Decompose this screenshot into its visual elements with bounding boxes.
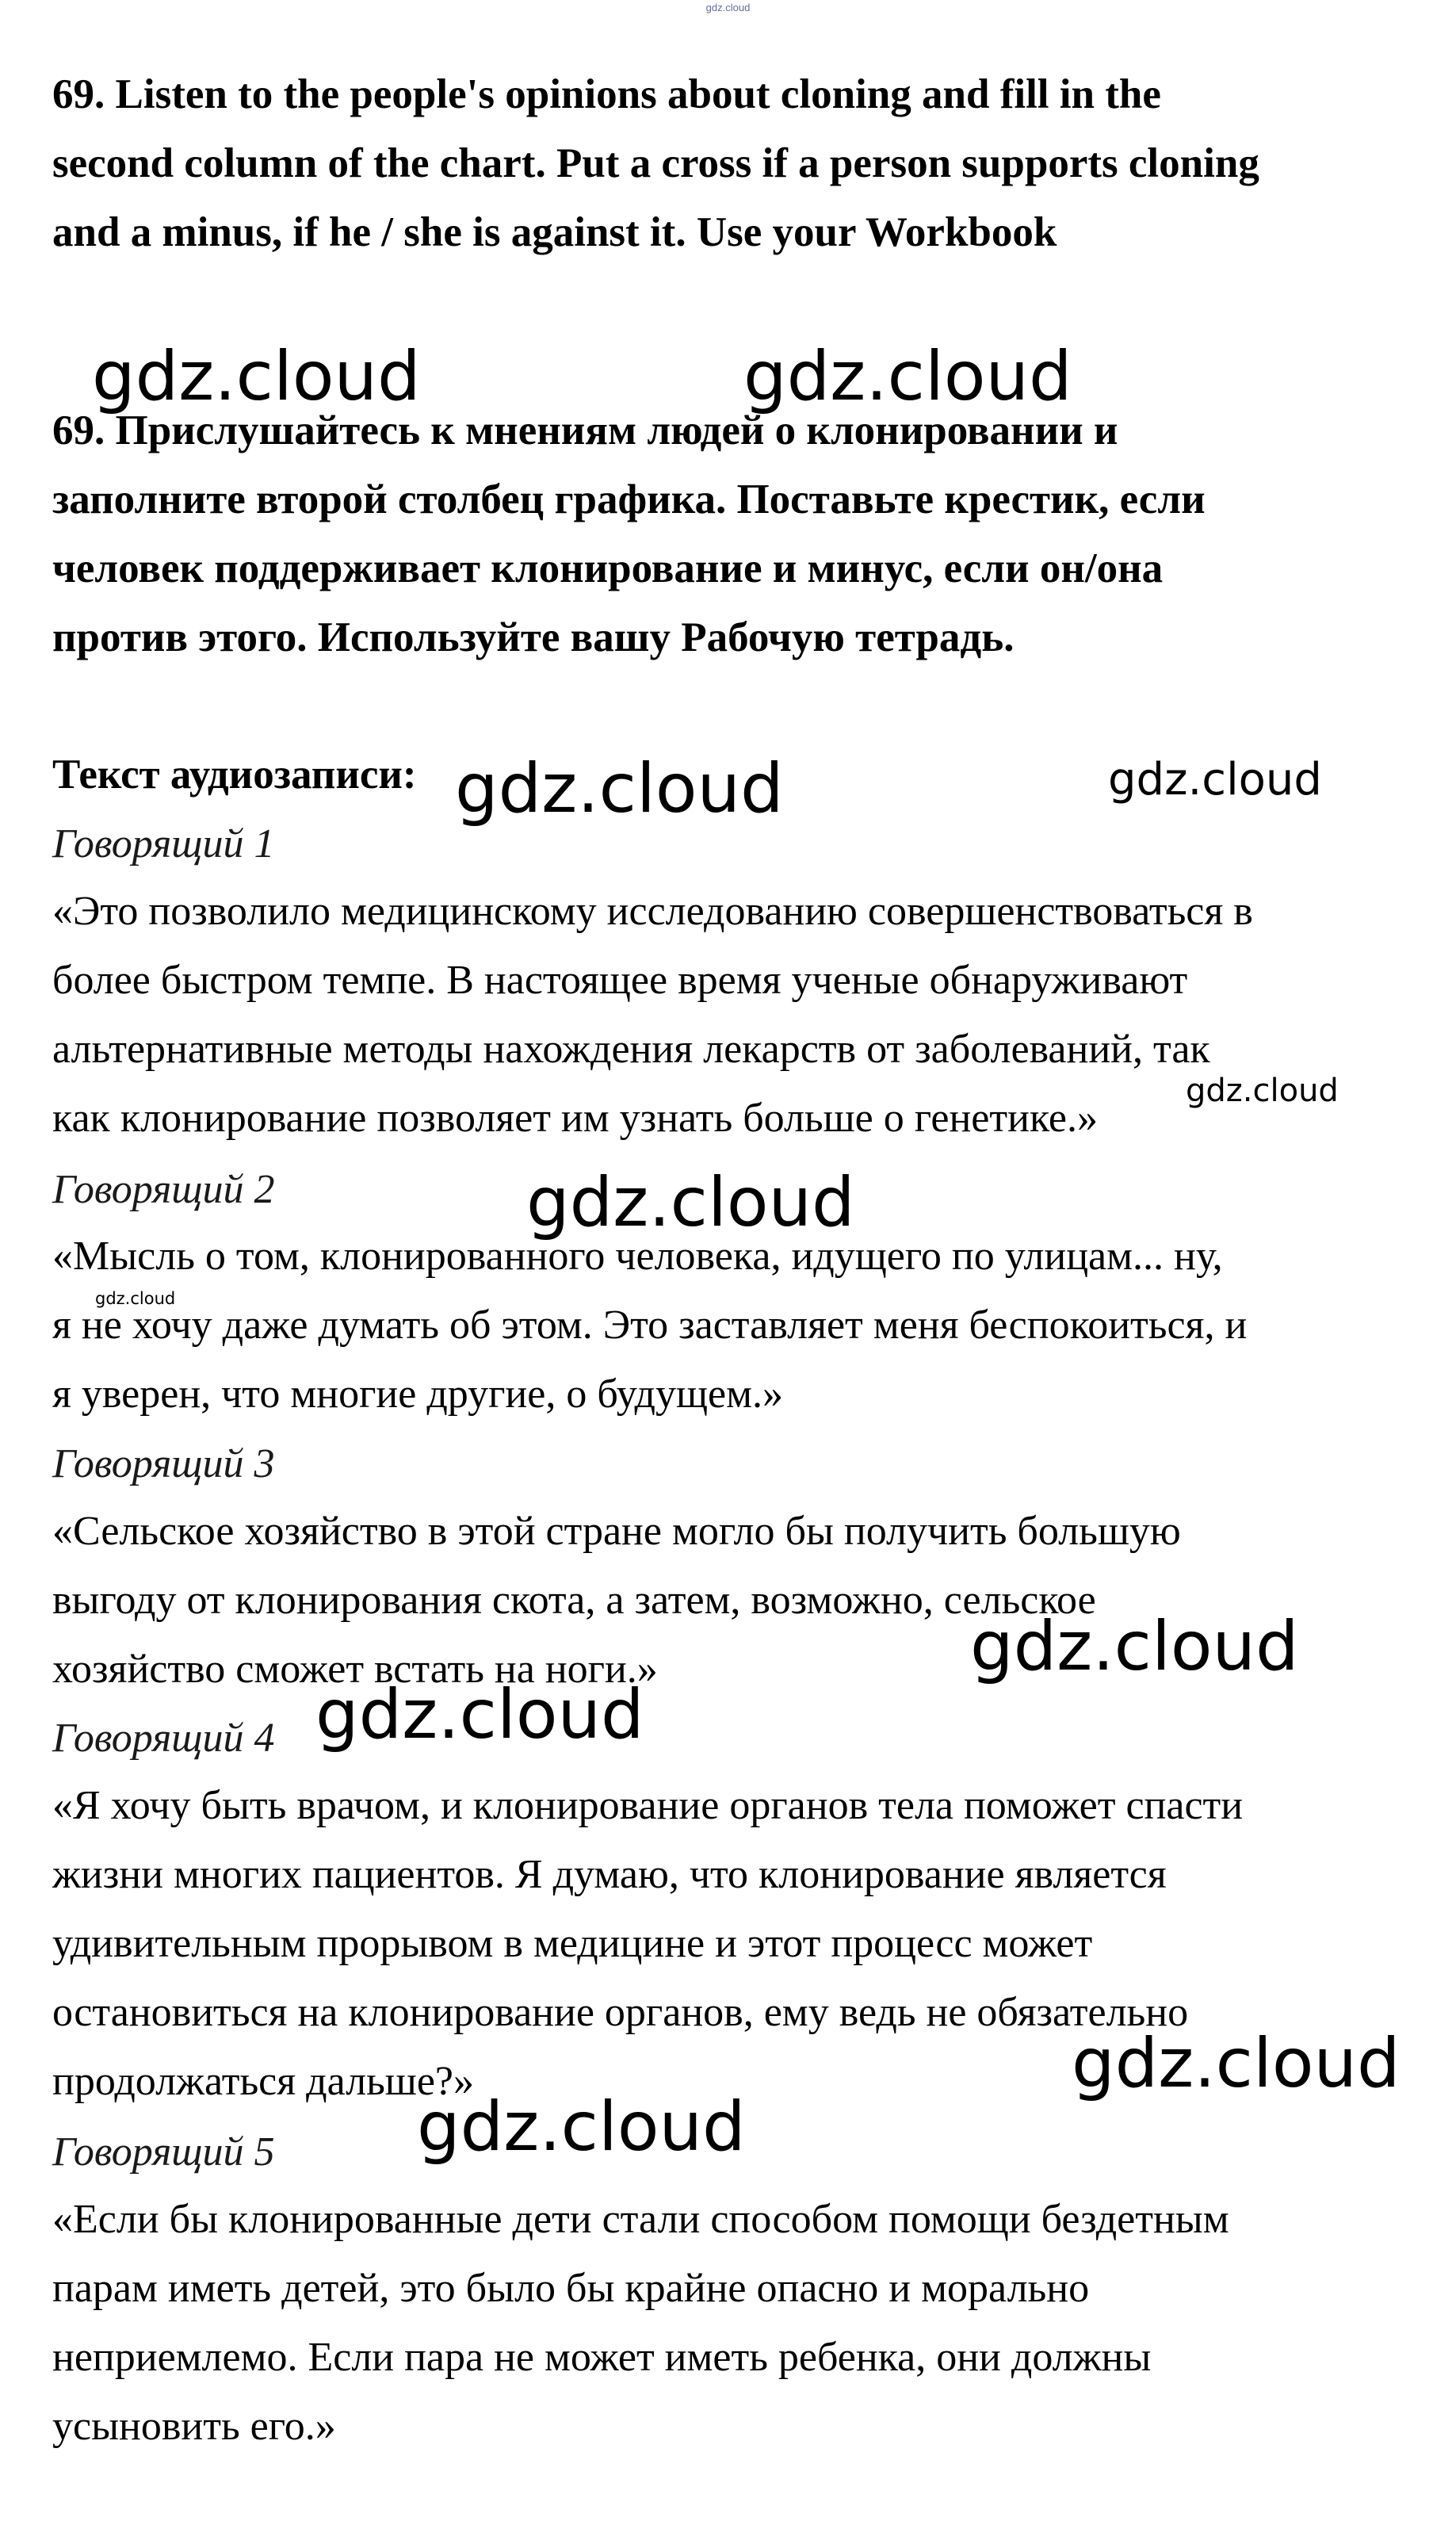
watermark: gdz.cloud [92,337,421,416]
task-english-line: and a minus, if he / she is against it. Use your Workbook [52,209,1057,255]
watermark: gdz.cloud [455,749,784,828]
speaker-4-quote [52,1771,1243,2116]
watermark: gdz.cloud [95,1289,176,1308]
quote-line: усыновить его.» [52,2404,336,2449]
task-russian [52,396,1206,672]
quote-line: жизни многих пациентов. Я думаю, что клонирование является [52,1852,1167,1897]
task-english-line: second column of the chart. Put a cross if a person supports cloning [52,140,1259,186]
quote-line: удивительным прорывом в медицине и этот процесс может [52,1921,1093,1966]
speaker-4-label: Говорящий 4 [52,1716,275,1761]
watermark: gdz.cloud [417,2087,746,2167]
quote-line: я не хочу даже думать об этом. Это заставляет меня беспокоиться, и [52,1303,1248,1348]
top-watermark: gdz.cloud [705,2,751,13]
quote-line: неприемлемо. Если пара не может иметь ребенка, они должны [52,2335,1152,2380]
watermark: gdz.cloud [1186,1073,1339,1109]
quote-line: я уверен, что многие другие, о будущем.» [52,1371,784,1417]
quote-line: продолжаться дальше?» [52,2059,475,2104]
quote-line: «Если бы клонированные дети стали способом помощи бездетным [52,2197,1229,2242]
speaker-2-label: Говорящий 2 [52,1167,275,1212]
quote-line: «Сельское хозяйство в этой стране могло бы получить большую [52,1509,1181,1554]
task-russian-line: заполните второй столбец графика. Поставьте крестик, если [52,476,1206,522]
watermark: gdz.cloud [526,1163,855,1242]
task-russian-line: человек поддерживает клонирование и минус, если он/она [52,545,1164,591]
speaker-3-label: Говорящий 3 [52,1441,275,1486]
quote-line: как клонирование позволяет им узнать больше о генетике.» [52,1096,1098,1141]
speaker-1-label: Говорящий 1 [52,821,275,866]
speaker-1-quote [52,877,1253,1153]
task-english-line: 69. Listen to the people's opinions about cloning and fill in the [52,71,1161,117]
quote-line: альтернативные методы нахождения лекарств от заболеваний, так [52,1027,1210,1072]
watermark: gdz.cloud [743,337,1072,416]
quote-line: остановиться на клонирование органов, ему ведь не обязательно [52,1990,1189,2035]
speaker-5-label: Говорящий 5 [52,2129,275,2175]
speaker-5-quote [52,2185,1229,2461]
speaker-2-quote [52,1222,1247,1429]
watermark: gdz.cloud [970,1607,1299,1686]
watermark: gdz.cloud [1108,754,1322,805]
quote-line: «Это позволило медицинскому исследованию совершенствоваться в [52,889,1253,934]
watermark: gdz.cloud [315,1675,644,1754]
quote-line: «Мысль о том, клонированного человека, идущего по улицам... ну, [52,1234,1223,1279]
quote-line: «Я хочу быть врачом, и клонирование органов тела поможет спасти [52,1783,1244,1828]
task-english [52,60,1259,267]
audio-heading: Текст аудиозаписи: [52,752,417,798]
task-russian-line: 69. Прислушайтесь к мнениям людей о клонировании и [52,407,1118,453]
quote-line: хозяйство сможет встать на ноги.» [52,1647,658,1692]
task-russian-line: против этого. Используйте вашу Рабочую тетрадь. [52,614,1015,660]
watermark: gdz.cloud [1072,2024,1401,2103]
quote-line: выгоду от клонирования скота, а затем, возможно, сельское [52,1578,1096,1623]
quote-line: более быстром темпе. В настоящее время ученые обнаруживают [52,958,1188,1003]
quote-line: парам иметь детей, это было бы крайне опасно и морально [52,2266,1090,2311]
